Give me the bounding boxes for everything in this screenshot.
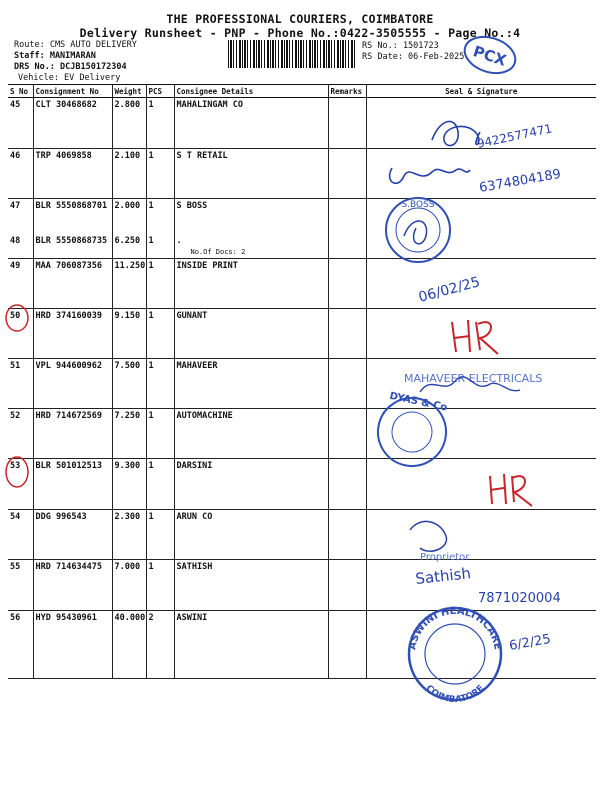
table-row	[8, 510, 596, 560]
row-consignee: AUTOMACHINE	[174, 409, 328, 459]
row-remarks	[328, 560, 366, 611]
row-seal	[366, 611, 596, 679]
row-sno: 49	[8, 259, 33, 309]
row-pcs: 2	[146, 611, 174, 679]
row-pcs: 1	[146, 259, 174, 309]
dyas-text: DYAS & Co	[388, 390, 449, 414]
row-pcs: 1	[146, 560, 174, 611]
date-handwritten-1: 06/02/25	[416, 274, 482, 306]
row-remarks	[328, 359, 366, 409]
runsheet-table	[8, 84, 596, 679]
row-consignee: ARUN CO	[174, 510, 328, 560]
row-consignment: MAA 706087356	[33, 259, 112, 309]
row-seal	[366, 259, 596, 309]
row-weight: 7.500	[112, 359, 146, 409]
row-consignee: ASWINI	[174, 611, 328, 679]
row-consignment: BLR 5550868701	[33, 199, 112, 234]
svg-text:COIMBATORE	[424, 683, 487, 705]
date-handwritten-2: 6/2/25	[508, 631, 552, 654]
table-header-row	[8, 85, 596, 98]
col-weight: Weight	[112, 85, 146, 98]
drs-label: DRS No.: DCJB150172304	[14, 62, 127, 72]
row-consignee	[174, 234, 328, 259]
row-seal	[366, 199, 596, 234]
table-row	[8, 149, 596, 199]
row-sno: 52	[8, 409, 33, 459]
row-seal	[366, 510, 596, 560]
row-sno: 55	[8, 560, 33, 611]
vehicle-label: Vehicle: EV Delivery	[18, 73, 121, 83]
row-remarks	[328, 98, 366, 149]
row-consignment: VPL 944600962	[33, 359, 112, 409]
col-consignee: Consignee Details	[174, 85, 328, 98]
row-consignee: GUNANT	[174, 309, 328, 359]
col-pcs: PCS	[146, 85, 174, 98]
col-seal-signature: Seal & Signature	[366, 85, 596, 98]
row-sno: 53	[8, 459, 33, 510]
row-pcs: 1	[146, 199, 174, 234]
row-consignment: CLT 30468682	[33, 98, 112, 149]
row-consignment: DDG 996543	[33, 510, 112, 560]
row-seal	[366, 359, 596, 409]
phone-handwritten-3: 7871020004	[478, 591, 561, 606]
row-pcs: 1	[146, 309, 174, 359]
row-sno: 48	[8, 234, 33, 259]
row-docs-count: No.Of Docs: 2	[190, 247, 246, 256]
table-row	[8, 259, 596, 309]
staff-label: Staff: MANIMARAN	[14, 51, 96, 61]
col-consignment: Consignment No	[33, 85, 112, 98]
row-consignee: S T RETAIL	[174, 149, 328, 199]
route-label: Route: CMS AUTO DELIVERY	[14, 40, 137, 50]
row-consignee: MAHAVEER	[174, 359, 328, 409]
row-consignee: INSIDE PRINT	[174, 259, 328, 309]
row-seal	[366, 459, 596, 510]
table-row	[8, 359, 596, 409]
row-consignment: BLR 501012513	[33, 459, 112, 510]
row-seal	[366, 409, 596, 459]
row-seal	[366, 234, 596, 259]
aswini-stamp-top: ASWINI HEALTHCARE	[407, 605, 503, 651]
row-weight: 2.100	[112, 149, 146, 199]
sboss-text: S.BOSS	[401, 200, 435, 210]
row-weight: 40.000	[112, 611, 146, 679]
row-sno: 54	[8, 510, 33, 560]
row-pcs: 1	[146, 409, 174, 459]
row-sno: 50	[8, 309, 33, 359]
row-consignee: SATHISH	[174, 560, 328, 611]
row-consignment: HYD 95430961	[33, 611, 112, 679]
row-consignment: HRD 374160039	[33, 309, 112, 359]
table-row	[8, 234, 596, 259]
table-row	[8, 560, 596, 611]
row-sno: 45	[8, 98, 33, 149]
rs-date: RS Date: 06-Feb-2025	[362, 52, 465, 62]
row-weight: 9.300	[112, 459, 146, 510]
row-sno: 56	[8, 611, 33, 679]
row-remarks	[328, 309, 366, 359]
table-row	[8, 611, 596, 679]
mahaveer-stamp: MAHAVEER ELECTRICALS	[404, 372, 543, 385]
row-remarks	[328, 409, 366, 459]
row-consignment: BLR 5550868735	[33, 234, 112, 259]
row-sno: 51	[8, 359, 33, 409]
row-remarks	[328, 611, 366, 679]
row-remarks	[328, 199, 366, 234]
row-seal	[366, 149, 596, 199]
row-sno: 47	[10, 201, 21, 211]
row-weight: 6.250	[112, 234, 146, 259]
table-row	[8, 98, 596, 149]
table-row	[8, 309, 596, 359]
row-consignee: MAHALINGAM CO	[174, 98, 328, 149]
row-pcs: 1	[146, 98, 174, 149]
pcx-text: PCX	[470, 42, 509, 70]
row-weight: 7.250	[112, 409, 146, 459]
table-row	[8, 409, 596, 459]
row-consignee: DARSINI	[174, 459, 328, 510]
row-pcs: 1	[146, 359, 174, 409]
row-remarks	[328, 259, 366, 309]
row-weight: 2.300	[112, 510, 146, 560]
row-seal	[366, 560, 596, 611]
row-weight: 2.000	[112, 199, 146, 234]
row-consignee-name: .	[176, 235, 182, 246]
rs-number: RS No.: 1501723	[362, 41, 439, 51]
company-title: THE PROFESSIONAL COURIERS, COIMBATORE	[166, 12, 434, 26]
row-weight: 2.800	[112, 98, 146, 149]
phone-handwritten-1: 9422577471	[475, 121, 554, 151]
row-remarks	[328, 234, 366, 259]
row-remarks	[328, 510, 366, 560]
table-row	[8, 199, 596, 234]
runsheet-subtitle: Delivery Runsheet - PNP - Phone No.:0422-3505555 - Page No.:4	[79, 26, 521, 40]
row-weight: 9.150	[112, 309, 146, 359]
row-remarks	[328, 149, 366, 199]
row-pcs: 1	[146, 459, 174, 510]
row-consignee: S BOSS	[174, 199, 328, 234]
row-sno: 46	[8, 149, 33, 199]
col-sno: S No	[8, 85, 33, 98]
row-seal	[366, 309, 596, 359]
barcode	[228, 40, 356, 68]
row-remarks	[328, 459, 366, 510]
row-weight: 11.250	[112, 259, 146, 309]
row-seal	[366, 98, 596, 149]
row-consignment: HRD 714634475	[33, 560, 112, 611]
aswini-stamp-bottom: COIMBATORE	[423, 683, 487, 706]
table-row	[8, 459, 596, 510]
phone-handwritten-2: 6374804189	[478, 166, 563, 196]
proprietor-label: Proprietor	[420, 552, 470, 563]
col-remarks: Remarks	[328, 85, 366, 98]
row-pcs: 1	[146, 234, 174, 259]
row-weight: 7.000	[112, 560, 146, 611]
row-consignment: TRP 4069858	[33, 149, 112, 199]
sathish-signature: Sathish	[414, 564, 472, 588]
row-pcs: 1	[146, 510, 174, 560]
row-consignment: HRD 714672569	[33, 409, 112, 459]
row-pcs: 1	[146, 149, 174, 199]
